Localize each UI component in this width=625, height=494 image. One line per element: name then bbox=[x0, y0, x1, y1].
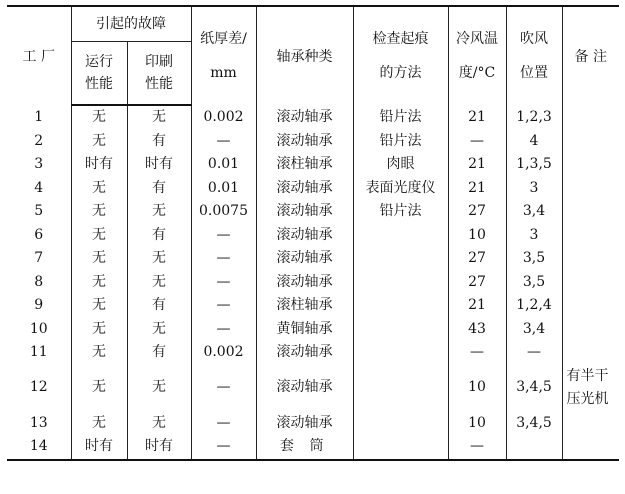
cell-bearing: 滚动轴承 bbox=[256, 130, 353, 154]
cell-method: 肉眼 bbox=[353, 153, 448, 177]
header-blow-pos-line1: 吹风 bbox=[520, 31, 548, 47]
cell-method bbox=[353, 435, 448, 460]
cell-run: 无 bbox=[71, 271, 127, 295]
header-check-method-line2: 的方法 bbox=[379, 65, 422, 81]
cell-bearing: 滚动轴承 bbox=[256, 224, 353, 248]
cell-factory: 14 bbox=[7, 435, 71, 460]
cell-print: 无 bbox=[127, 105, 191, 130]
cell-bearing: 滚动轴承 bbox=[256, 200, 353, 224]
table-row bbox=[7, 105, 619, 130]
cell-print: 有 bbox=[127, 224, 191, 248]
header-fault-run-line1: 运行 bbox=[85, 54, 113, 70]
cell-method bbox=[353, 341, 448, 365]
cell-method bbox=[353, 294, 448, 318]
cell-pos: 3,5 bbox=[506, 271, 562, 295]
cell-temp: — bbox=[448, 341, 506, 365]
cell-pos: 3 bbox=[506, 177, 562, 201]
cell-factory: 2 bbox=[7, 130, 71, 154]
cell-note bbox=[562, 247, 619, 271]
table-row bbox=[7, 294, 619, 318]
header-check-method-line1: 检查起痕 bbox=[372, 31, 429, 47]
cell-bearing: 滚动轴承 bbox=[256, 365, 353, 412]
cell-diff: — bbox=[191, 365, 256, 412]
cell-pos: 1,2,4 bbox=[506, 294, 562, 318]
bearing-fault-table bbox=[7, 5, 619, 461]
cell-diff: 0.01 bbox=[191, 153, 256, 177]
header-paper-diff-line2: mm bbox=[210, 65, 237, 81]
cell-factory: 5 bbox=[7, 200, 71, 224]
cell-method: 铅片法 bbox=[353, 130, 448, 154]
cell-diff: 0.002 bbox=[191, 341, 256, 365]
cell-print: 时有 bbox=[127, 435, 191, 460]
cell-print: 有 bbox=[127, 177, 191, 201]
cell-run: 时有 bbox=[71, 435, 127, 460]
cell-note bbox=[562, 341, 619, 365]
header-fault-run-line2: 性能 bbox=[85, 76, 113, 92]
table-row bbox=[7, 247, 619, 271]
cell-method: 铅片法 bbox=[353, 105, 448, 130]
header-paper-diff bbox=[191, 6, 256, 105]
cell-diff: — bbox=[191, 224, 256, 248]
cell-factory: 10 bbox=[7, 318, 71, 342]
cell-note bbox=[562, 435, 619, 460]
header-blow-pos bbox=[506, 6, 562, 105]
cell-note bbox=[562, 200, 619, 224]
cell-print: 无 bbox=[127, 318, 191, 342]
table-row bbox=[7, 130, 619, 154]
header-air-temp bbox=[448, 6, 506, 105]
cell-note bbox=[562, 412, 619, 436]
table-row bbox=[7, 341, 619, 365]
cell-note bbox=[562, 365, 619, 412]
header-blow-pos-line2: 位置 bbox=[520, 65, 548, 81]
cell-pos: 4 bbox=[506, 130, 562, 154]
header-fault-run bbox=[71, 42, 127, 106]
cell-bearing: 滚动轴承 bbox=[256, 247, 353, 271]
cell-diff: 0.002 bbox=[191, 105, 256, 130]
table-row bbox=[7, 318, 619, 342]
cell-bearing: 滚柱轴承 bbox=[256, 294, 353, 318]
cell-bearing: 滚动轴承 bbox=[256, 341, 353, 365]
cell-run: 无 bbox=[71, 200, 127, 224]
header-note: 备 注 bbox=[562, 6, 619, 105]
cell-factory: 4 bbox=[7, 177, 71, 201]
cell-method: 铅片法 bbox=[353, 200, 448, 224]
header-fault-print-line1: 印刷 bbox=[145, 54, 173, 70]
cell-diff: — bbox=[191, 435, 256, 460]
cell-note bbox=[562, 271, 619, 295]
cell-pos: — bbox=[506, 341, 562, 365]
cell-diff: — bbox=[191, 271, 256, 295]
cell-note bbox=[562, 318, 619, 342]
header-check-method bbox=[353, 6, 448, 105]
cell-method bbox=[353, 412, 448, 436]
table-row bbox=[7, 271, 619, 295]
header-air-temp-line2: 度/°C bbox=[458, 65, 496, 81]
cell-pos bbox=[506, 435, 562, 460]
cell-note bbox=[562, 105, 619, 130]
cell-temp: 21 bbox=[448, 177, 506, 201]
cell-method bbox=[353, 224, 448, 248]
cell-print: 无 bbox=[127, 365, 191, 412]
cell-bearing: 滚动轴承 bbox=[256, 177, 353, 201]
cell-factory: 12 bbox=[7, 365, 71, 412]
header-factory: 工 厂 bbox=[7, 6, 71, 105]
cell-method bbox=[353, 365, 448, 412]
cell-diff: 0.0075 bbox=[191, 200, 256, 224]
cell-temp: — bbox=[448, 130, 506, 154]
cell-print: 有 bbox=[127, 341, 191, 365]
cell-note bbox=[562, 130, 619, 154]
cell-temp: 10 bbox=[448, 224, 506, 248]
header-bearing-type: 轴承种类 bbox=[256, 6, 353, 105]
cell-print: 无 bbox=[127, 247, 191, 271]
table-row bbox=[7, 153, 619, 177]
cell-run: 无 bbox=[71, 412, 127, 436]
cell-temp: — bbox=[448, 435, 506, 460]
cell-temp: 27 bbox=[448, 271, 506, 295]
cell-bearing: 滚动轴承 bbox=[256, 412, 353, 436]
cell-pos: 3,4 bbox=[506, 318, 562, 342]
cell-bearing: 套 筒 bbox=[256, 435, 353, 460]
cell-temp: 10 bbox=[448, 412, 506, 436]
table-row bbox=[7, 435, 619, 460]
cell-run: 无 bbox=[71, 341, 127, 365]
header-fault-print-line2: 性能 bbox=[145, 76, 173, 92]
cell-temp: 21 bbox=[448, 294, 506, 318]
cell-factory: 1 bbox=[7, 105, 71, 130]
cell-run: 时有 bbox=[71, 153, 127, 177]
header-fault-group: 引起的故障 bbox=[71, 6, 191, 42]
cell-note bbox=[562, 294, 619, 318]
cell-print: 无 bbox=[127, 200, 191, 224]
cell-diff: — bbox=[191, 247, 256, 271]
cell-method bbox=[353, 318, 448, 342]
cell-pos: 3,4,5 bbox=[506, 365, 562, 412]
cell-factory: 13 bbox=[7, 412, 71, 436]
cell-pos: 3,5 bbox=[506, 247, 562, 271]
header-fault-print bbox=[127, 42, 191, 106]
header-paper-diff-line1: 纸厚差/ bbox=[200, 31, 247, 47]
cell-pos: 3,4,5 bbox=[506, 412, 562, 436]
cell-pos: 1,3,5 bbox=[506, 153, 562, 177]
cell-print: 有 bbox=[127, 294, 191, 318]
cell-pos: 1,2,3 bbox=[506, 105, 562, 130]
cell-run: 无 bbox=[71, 177, 127, 201]
cell-factory: 3 bbox=[7, 153, 71, 177]
cell-method bbox=[353, 271, 448, 295]
cell-factory: 8 bbox=[7, 271, 71, 295]
cell-factory: 9 bbox=[7, 294, 71, 318]
cell-factory: 11 bbox=[7, 341, 71, 365]
table-row bbox=[7, 177, 619, 201]
cell-diff: — bbox=[191, 412, 256, 436]
cell-factory: 7 bbox=[7, 247, 71, 271]
cell-temp: 21 bbox=[448, 153, 506, 177]
cell-factory: 6 bbox=[7, 224, 71, 248]
cell-note bbox=[562, 224, 619, 248]
cell-run: 无 bbox=[71, 247, 127, 271]
note-line: 有半干 bbox=[566, 367, 609, 384]
cell-bearing: 滚动轴承 bbox=[256, 271, 353, 295]
cell-bearing: 滚柱轴承 bbox=[256, 153, 353, 177]
table-row bbox=[7, 224, 619, 248]
cell-bearing: 滚动轴承 bbox=[256, 105, 353, 130]
cell-diff: — bbox=[191, 130, 256, 154]
table-row bbox=[7, 200, 619, 224]
cell-temp: 21 bbox=[448, 105, 506, 130]
cell-run: 无 bbox=[71, 294, 127, 318]
note-line: 压光机 bbox=[566, 390, 609, 407]
cell-bearing: 黄铜轴承 bbox=[256, 318, 353, 342]
cell-pos: 3 bbox=[506, 224, 562, 248]
cell-run: 无 bbox=[71, 318, 127, 342]
table-body bbox=[7, 105, 619, 460]
cell-run: 无 bbox=[71, 365, 127, 412]
cell-note bbox=[562, 177, 619, 201]
cell-print: 无 bbox=[127, 412, 191, 436]
cell-print: 时有 bbox=[127, 153, 191, 177]
table-row bbox=[7, 365, 619, 412]
cell-temp: 10 bbox=[448, 365, 506, 412]
cell-method bbox=[353, 247, 448, 271]
cell-pos: 3,4 bbox=[506, 200, 562, 224]
cell-print: 无 bbox=[127, 271, 191, 295]
cell-diff: — bbox=[191, 294, 256, 318]
cell-run: 无 bbox=[71, 105, 127, 130]
cell-run: 无 bbox=[71, 224, 127, 248]
table-row bbox=[7, 412, 619, 436]
cell-diff: — bbox=[191, 318, 256, 342]
cell-run: 无 bbox=[71, 130, 127, 154]
cell-temp: 27 bbox=[448, 200, 506, 224]
cell-print: 有 bbox=[127, 130, 191, 154]
cell-note bbox=[562, 153, 619, 177]
cell-temp: 27 bbox=[448, 247, 506, 271]
cell-method: 表面光度仪 bbox=[353, 177, 448, 201]
cell-diff: 0.01 bbox=[191, 177, 256, 201]
cell-temp: 43 bbox=[448, 318, 506, 342]
header-air-temp-line1: 冷风温 bbox=[456, 31, 498, 47]
